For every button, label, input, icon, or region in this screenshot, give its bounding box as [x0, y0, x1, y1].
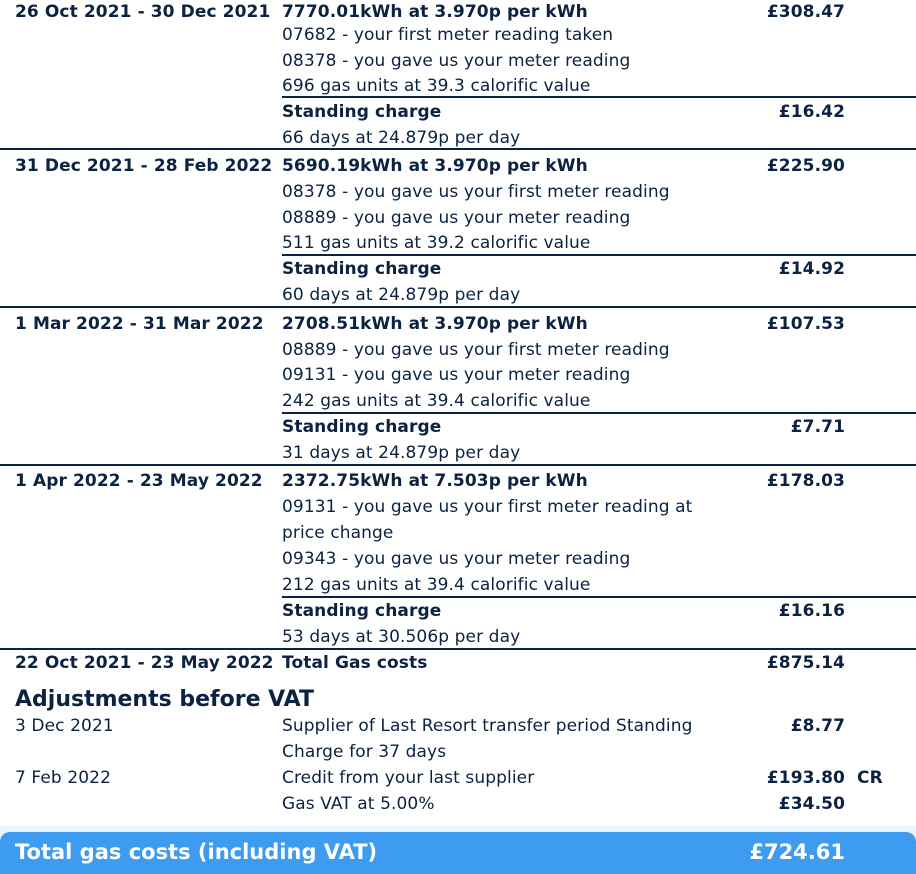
adjustment-2-date: 7 Feb 2022 [15, 768, 111, 788]
adjustments-title: Adjustments before VAT [15, 687, 315, 712]
period-3-standing-detail: 31 days at 24.879p per day [282, 443, 521, 463]
period-3-detail-2: 09131 - you gave us your meter reading [282, 365, 631, 385]
period-1-date: 26 Oct 2021 - 30 Dec 2021 [15, 2, 271, 22]
divider [282, 596, 916, 598]
period-3-usage: 2708.51kWh at 3.970p per kWh [282, 314, 588, 334]
total-amount: £724.61 [749, 840, 845, 864]
period-4-detail-4: 212 gas units at 39.4 calorific value [282, 575, 591, 595]
adjustment-1-line-2: Charge for 37 days [282, 742, 447, 762]
period-1-standing-amount: £16.42 [778, 102, 845, 122]
period-4-detail-1: 09131 - you gave us your first meter reading at [282, 497, 693, 517]
divider [282, 412, 916, 414]
period-3-standing-label: Standing charge [282, 417, 442, 437]
period-2-detail-1: 08378 - you gave us your first meter reading [282, 182, 670, 202]
period-4-standing-amount: £16.16 [778, 601, 845, 621]
divider [0, 306, 916, 308]
period-1-detail-2: 08378 - you gave us your meter reading [282, 51, 631, 71]
period-2-date: 31 Dec 2021 - 28 Feb 2022 [15, 156, 273, 176]
vat-line: Gas VAT at 5.00% [282, 794, 435, 814]
period-3-detail-1: 08889 - you gave us your first meter reading [282, 340, 670, 360]
period-2-standing-amount: £14.92 [778, 259, 845, 279]
total-bar [0, 832, 916, 874]
period-1-usage-amount: £308.47 [766, 2, 845, 22]
adjustment-2-line-1: Credit from your last supplier [282, 768, 535, 788]
credit-flag: CR [857, 768, 883, 788]
adjustment-1-date: 3 Dec 2021 [15, 716, 114, 736]
period-2-standing-label: Standing charge [282, 259, 442, 279]
period-2-usage: 5690.19kWh at 3.970p per kWh [282, 156, 588, 176]
period-2-standing-detail: 60 days at 24.879p per day [282, 285, 521, 305]
period-4-standing-detail: 53 days at 30.506p per day [282, 627, 521, 647]
summary-amount: £875.14 [766, 653, 845, 673]
total-label: Total gas costs (including VAT) [15, 840, 378, 864]
period-3-date: 1 Mar 2022 - 31 Mar 2022 [15, 314, 264, 334]
divider [282, 254, 916, 256]
period-1-detail-1: 07682 - your first meter reading taken [282, 25, 614, 45]
period-4-usage: 2372.75kWh at 7.503p per kWh [282, 471, 588, 491]
period-4-standing-label: Standing charge [282, 601, 442, 621]
period-1-usage: 7770.01kWh at 3.970p per kWh [282, 2, 588, 22]
summary-label: Total Gas costs [282, 653, 428, 673]
divider [0, 464, 916, 466]
period-4-detail-2: price change [282, 523, 394, 543]
period-2-detail-3: 511 gas units at 39.2 calorific value [282, 233, 591, 253]
period-4-date: 1 Apr 2022 - 23 May 2022 [15, 471, 263, 491]
period-2-detail-2: 08889 - you gave us your meter reading [282, 208, 631, 228]
divider [282, 96, 916, 98]
adjustment-2-amount: £193.80 [766, 768, 845, 788]
period-4-detail-3: 09343 - you gave us your meter reading [282, 549, 631, 569]
period-1-standing-detail: 66 days at 24.879p per day [282, 128, 521, 148]
period-3-detail-3: 242 gas units at 39.4 calorific value [282, 391, 591, 411]
period-1-detail-3: 696 gas units at 39.3 calorific value [282, 76, 591, 96]
vat-amount: £34.50 [778, 794, 845, 814]
divider [0, 148, 916, 150]
period-2-usage-amount: £225.90 [766, 156, 845, 176]
summary-date: 22 Oct 2021 - 23 May 2022 [15, 653, 274, 673]
period-1-standing-label: Standing charge [282, 102, 442, 122]
period-3-standing-amount: £7.71 [790, 417, 845, 437]
adjustment-1-line-1: Supplier of Last Resort transfer period Standing [282, 716, 693, 736]
adjustment-1-amount: £8.77 [790, 716, 845, 736]
period-3-usage-amount: £107.53 [766, 314, 845, 334]
divider [0, 648, 916, 650]
period-4-usage-amount: £178.03 [766, 471, 845, 491]
